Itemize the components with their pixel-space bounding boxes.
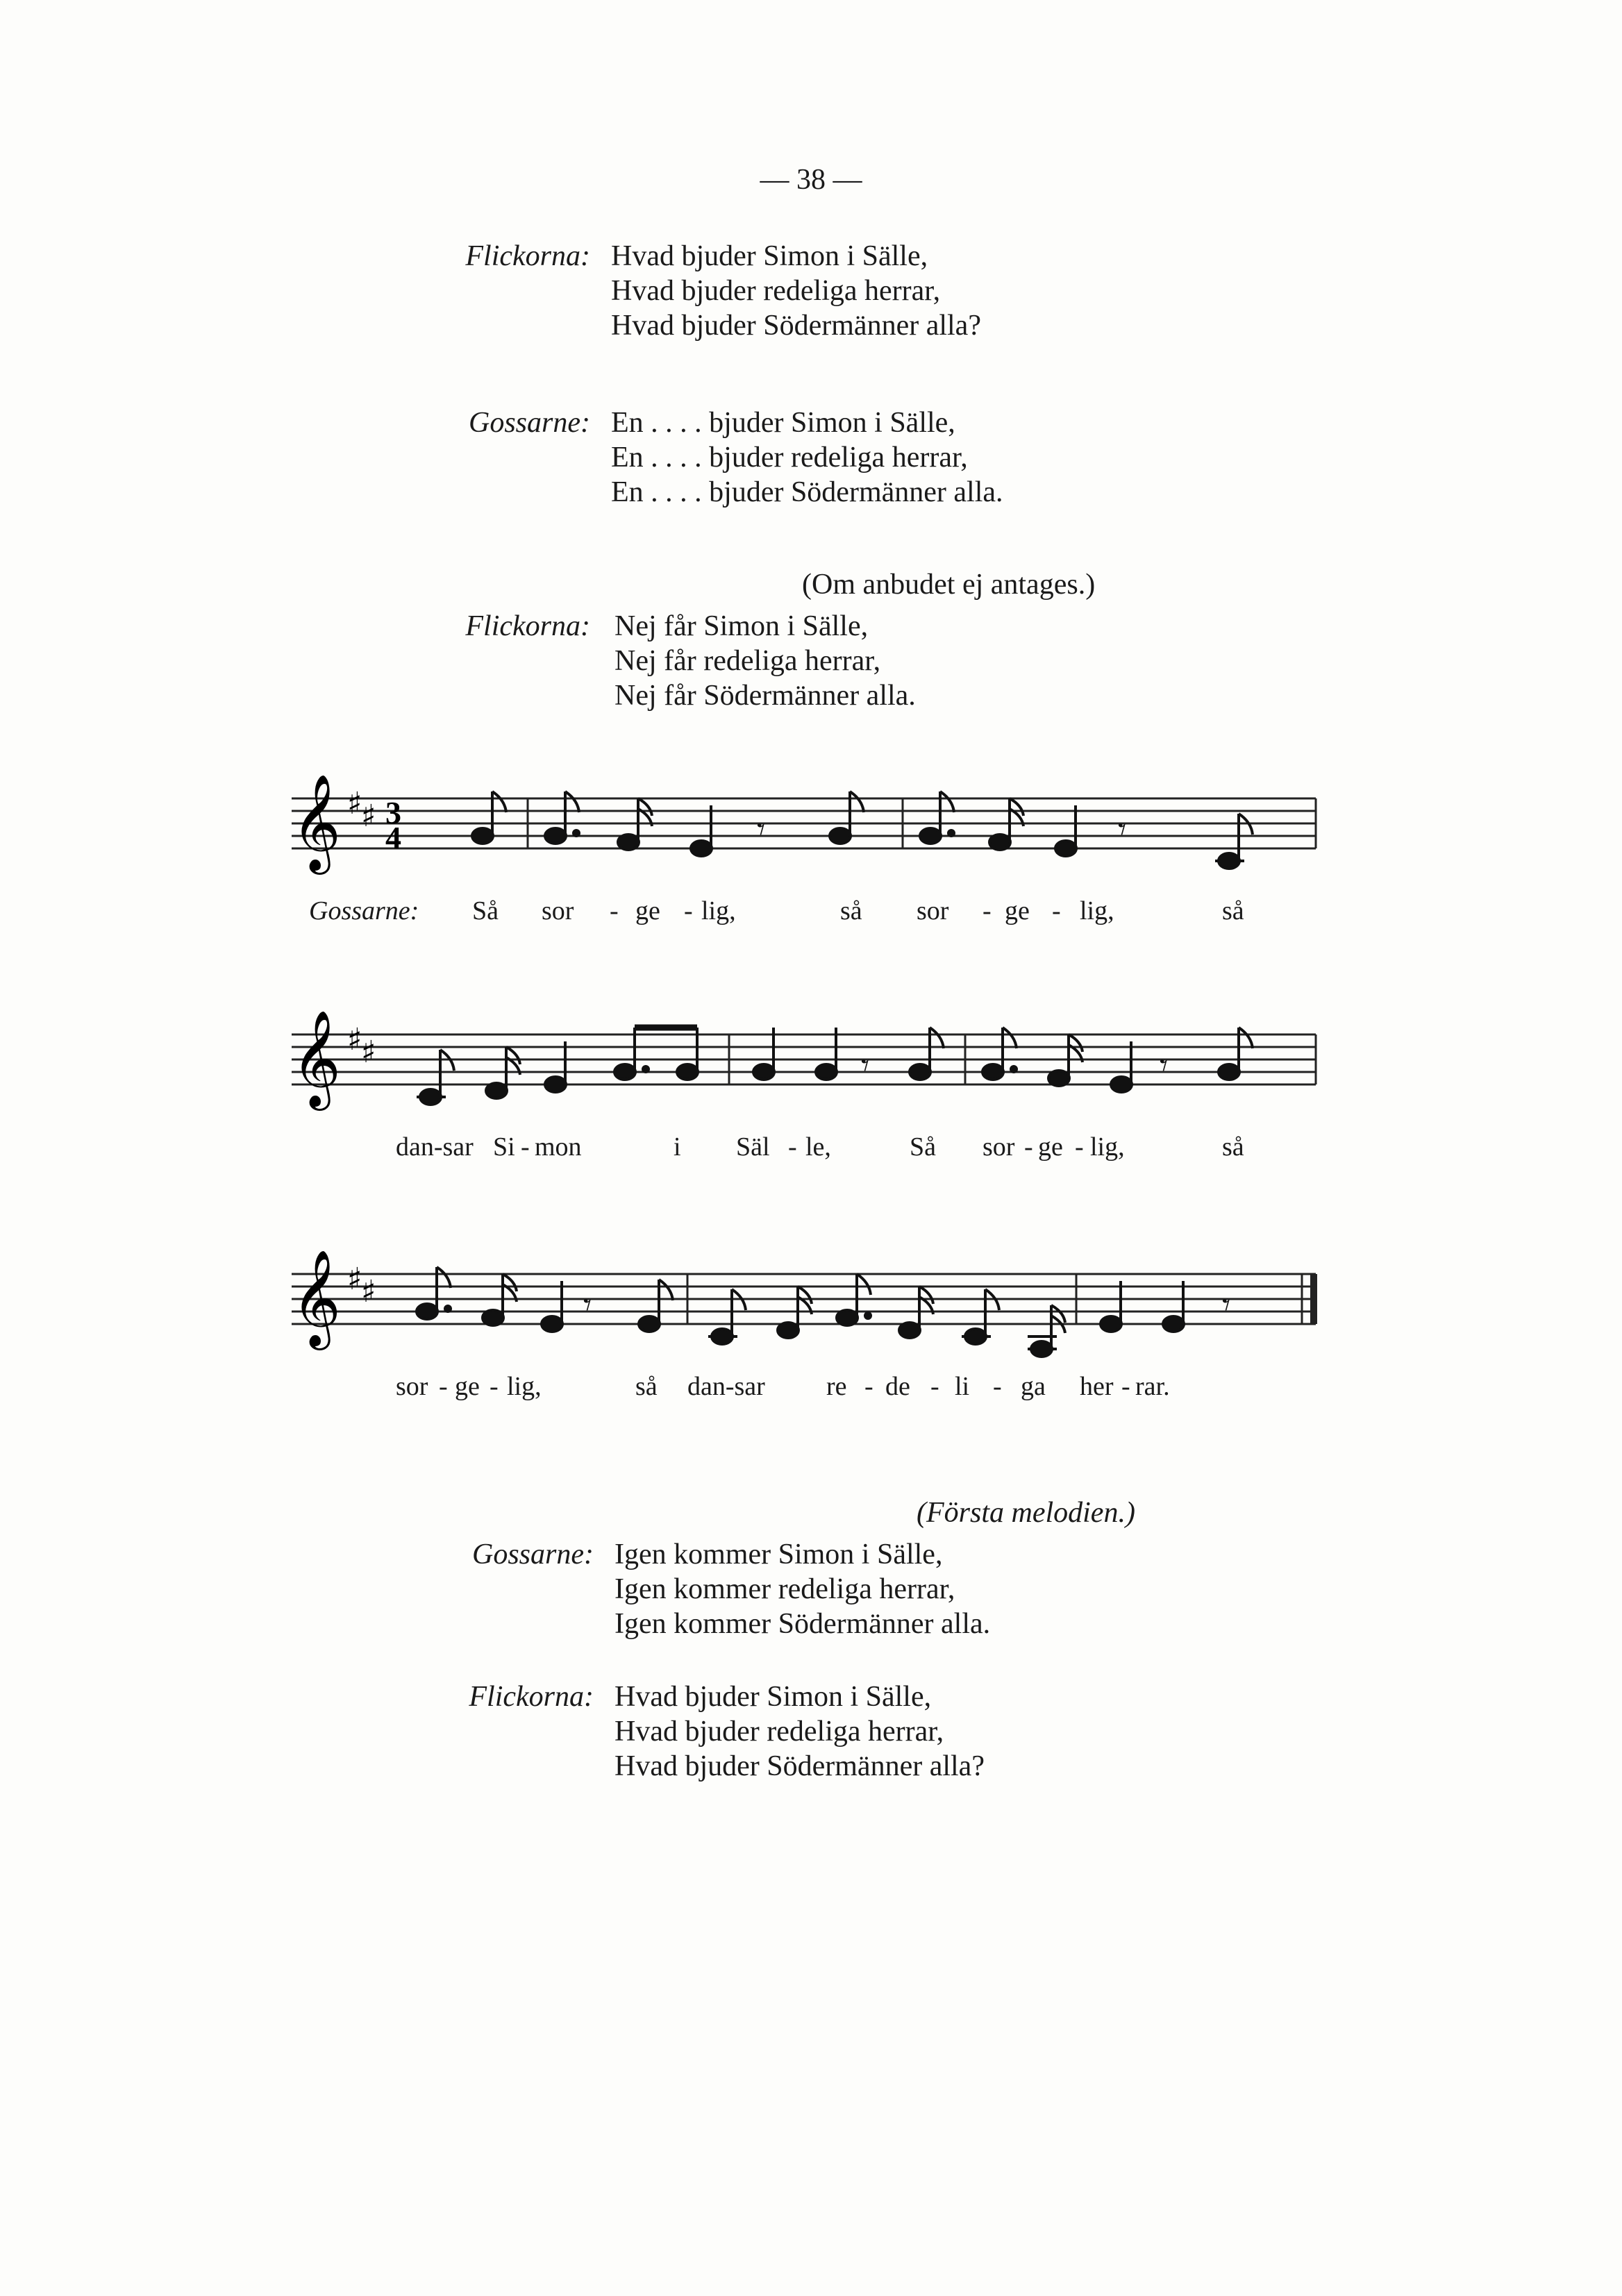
time-signature-bottom: 4 <box>385 820 401 855</box>
verse-line: Hvad bjuder Södermänner alla? <box>611 310 981 342</box>
lyric-syllable: i <box>674 1132 681 1162</box>
verse-line: Igen kommer Simon i Sälle, <box>614 1539 943 1570</box>
lyric-syllable: Si <box>493 1132 515 1162</box>
lyric-syllable: så <box>1222 1132 1244 1162</box>
music-staff <box>292 1246 1333 1378</box>
lyric-syllable: rar. <box>1135 1372 1170 1401</box>
verse-line: Hvad bjuder Simon i Sälle, <box>614 1681 932 1713</box>
svg-text:𝄾: 𝄾 <box>861 1048 870 1083</box>
lyric-syllable: dan-sar <box>396 1132 474 1162</box>
lyric-syllable: - <box>930 1372 939 1401</box>
music-staff <box>292 771 1333 903</box>
lyric-syllable: lig, <box>507 1372 542 1401</box>
verse-line: Nej får Simon i Sälle, <box>614 610 869 642</box>
svg-text:𝄾: 𝄾 <box>1118 812 1127 847</box>
lyric-syllable: her <box>1080 1372 1114 1401</box>
lyric-syllable: så <box>1222 896 1244 925</box>
verse-line: Igen kommer redeliga herrar, <box>614 1573 955 1605</box>
svg-text:𝄾: 𝄾 <box>583 1287 592 1323</box>
speaker-label: Gossarne: <box>472 1539 594 1570</box>
speaker-label: Gossarne: <box>469 407 590 439</box>
lyric-syllable: ga <box>1021 1372 1046 1401</box>
verse-line: Nej får Södermänner alla. <box>614 680 916 712</box>
verse-line: Hvad bjuder Södermänner alla? <box>614 1750 985 1782</box>
treble-clef-icon: 𝄞 <box>292 1250 341 1346</box>
lyric-syllable: Så <box>910 1132 936 1162</box>
speaker-label: Flickorna: <box>469 1681 594 1713</box>
lyric-syllable: Så <box>472 896 499 925</box>
lyric-syllable: le, <box>805 1132 831 1162</box>
svg-text:♯: ♯ <box>347 1022 362 1057</box>
lyric-syllable: - <box>521 1132 530 1162</box>
speaker-label: Flickorna: <box>465 240 590 272</box>
lyric-syllable: - <box>1052 896 1061 925</box>
music-staff <box>292 1007 1333 1139</box>
stage-note: (Första melodien.) <box>917 1497 1135 1529</box>
verse-line: En . . . . bjuder Simon i Sälle, <box>611 407 955 439</box>
speaker-label: Flickorna: <box>465 610 590 642</box>
lyric-syllable: - <box>439 1372 448 1401</box>
lyric-syllable: ge <box>635 896 660 925</box>
lyric-syllable: Säl <box>736 1132 770 1162</box>
stage-note: (Om anbudet ej antages.) <box>802 569 1096 601</box>
lyric-syllable: lig, <box>1080 896 1114 925</box>
lyric-syllable: dan-sar <box>687 1372 765 1401</box>
time-signature-top: 3 <box>385 795 401 830</box>
lyric-syllable: - <box>1024 1132 1033 1162</box>
lyric-syllable: - <box>1075 1132 1084 1162</box>
svg-text:♯: ♯ <box>361 798 376 834</box>
svg-text:𝄾: 𝄾 <box>1160 1048 1169 1083</box>
lyric-syllable: sor <box>983 1132 1015 1162</box>
lyric-syllable: - <box>684 896 693 925</box>
verse-line: Igen kommer Södermänner alla. <box>614 1608 991 1640</box>
verse-line: En . . . . bjuder Södermänner alla. <box>611 476 1003 508</box>
verse-line: Hvad bjuder redeliga herrar, <box>614 1716 944 1748</box>
lyric-syllable: så <box>840 896 862 925</box>
svg-text:♯: ♯ <box>361 1034 376 1070</box>
lyric-syllable: lig, <box>701 896 736 925</box>
svg-text:♯: ♯ <box>347 1262 362 1297</box>
lyric-syllable: ge <box>1038 1132 1063 1162</box>
lyric-syllable: mon <box>535 1132 582 1162</box>
svg-text:♯: ♯ <box>347 786 362 821</box>
treble-clef-icon: 𝄞 <box>292 1010 341 1107</box>
lyric-syllable: så <box>635 1372 658 1401</box>
lyric-syllable: re <box>826 1372 847 1401</box>
lyrics-speaker: Gossarne: <box>309 896 419 925</box>
verse-line: Hvad bjuder Simon i Sälle, <box>611 240 928 272</box>
lyric-syllable: - <box>490 1372 499 1401</box>
lyric-syllable: de <box>885 1372 910 1401</box>
lyric-syllable: ge <box>455 1372 480 1401</box>
verse-line: En . . . . bjuder redeliga herrar, <box>611 442 968 474</box>
svg-text:𝄾: 𝄾 <box>1222 1287 1231 1323</box>
page-number: — 38 — <box>760 164 862 196</box>
lyric-syllable: sor <box>396 1372 428 1401</box>
verse-line: Nej får redeliga herrar, <box>614 645 881 677</box>
verse-line: Hvad bjuder redeliga herrar, <box>611 275 941 307</box>
lyric-syllable: - <box>1121 1372 1130 1401</box>
lyric-syllable: - <box>610 896 619 925</box>
svg-text:𝄾: 𝄾 <box>757 812 766 847</box>
lyric-syllable: - <box>788 1132 797 1162</box>
lyric-syllable: ge <box>1005 896 1030 925</box>
lyric-syllable: lig, <box>1090 1132 1125 1162</box>
svg-text:♯: ♯ <box>361 1274 376 1309</box>
lyric-syllable: li <box>955 1372 970 1401</box>
lyric-syllable: - <box>993 1372 1002 1401</box>
lyric-syllable: - <box>864 1372 873 1401</box>
lyric-syllable: - <box>983 896 992 925</box>
lyric-syllable: sor <box>917 896 949 925</box>
lyric-syllable: sor <box>542 896 574 925</box>
treble-clef-icon: 𝄞 <box>292 774 341 871</box>
